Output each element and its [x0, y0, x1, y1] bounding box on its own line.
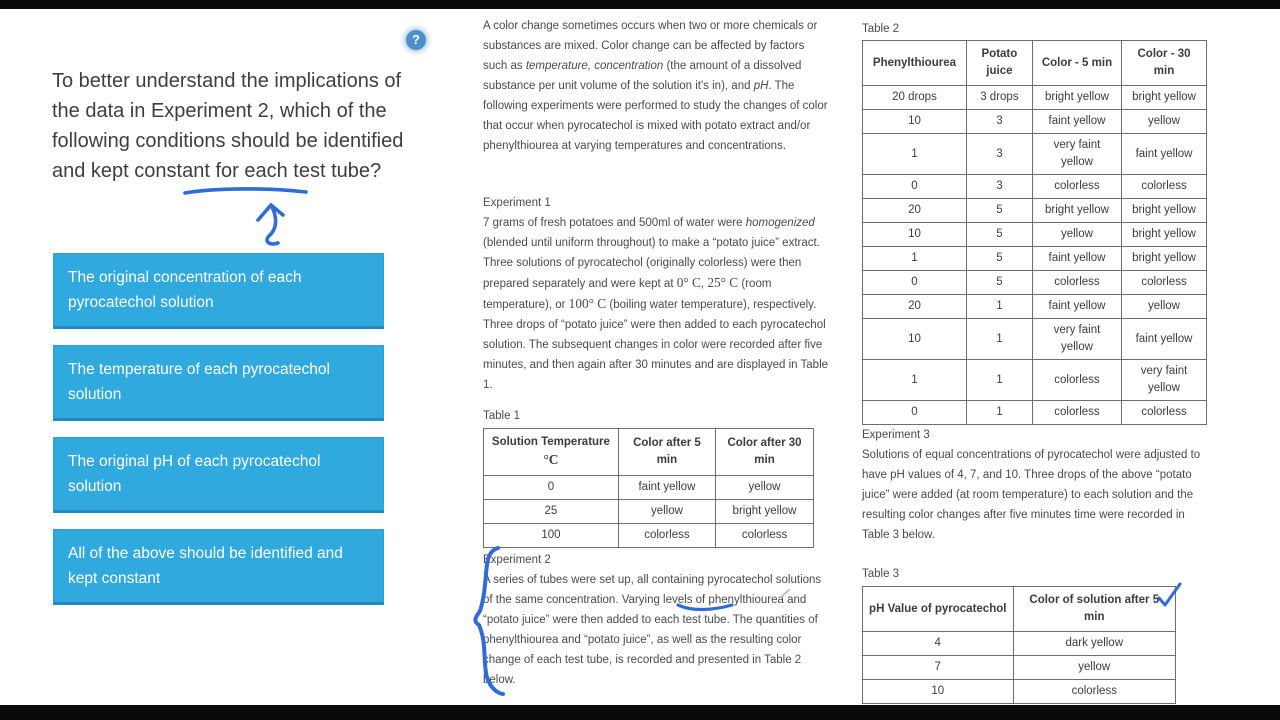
- table-row: [863, 223, 1207, 247]
- text-segment: ,: [700, 278, 708, 290]
- experiment-3-heading: Experiment 3: [862, 429, 930, 441]
- choice-original-ph[interactable]: The original pH of each pyrocatechol solution: [53, 437, 384, 513]
- table-cell: 20: [863, 199, 967, 223]
- emphasized-text: 25° C: [707, 275, 739, 290]
- table-header-cell: Color - 5 min: [1032, 41, 1121, 86]
- table-row: [863, 247, 1207, 271]
- pen-underline-kept-constant-icon: [183, 185, 309, 197]
- emphasized-text: 100° C: [568, 296, 607, 311]
- table-cell: bright yellow: [1122, 247, 1207, 271]
- table-cell: 10: [863, 223, 967, 247]
- table-cell: 100: [484, 524, 619, 548]
- table-row: [863, 295, 1207, 319]
- table-cell: faint yellow: [618, 476, 715, 500]
- table-cell: 1: [966, 319, 1032, 360]
- degrees-celsius-symbol: °C: [543, 452, 559, 467]
- pen-arrow-up-icon: [250, 198, 298, 250]
- text-segment: (boiling water temperature), respectively. Three drops of “potato juice” were then added to each pyrocatechol solution. The subsequent changes in color were recorded after five minutes, and then again after 30 minutes and are displayed in Table 1.: [483, 299, 829, 391]
- table-cell: yellow: [716, 476, 814, 500]
- table-row: [863, 271, 1207, 295]
- table-cell: 1: [863, 360, 967, 401]
- table-cell: 0: [863, 401, 967, 425]
- table-cell: 5: [966, 247, 1032, 271]
- table-cell: bright yellow: [1122, 223, 1207, 247]
- header-text: Solution Temperature: [491, 436, 610, 448]
- table-header-cell: Color of solution after 5 min: [1013, 587, 1175, 632]
- table-cell: faint yellow: [1032, 247, 1121, 271]
- table-3-label: Table 3: [862, 568, 900, 580]
- table-cell: yellow: [1032, 223, 1121, 247]
- table-header-row: [863, 587, 1176, 632]
- table-cell: 7: [863, 656, 1014, 680]
- table-row: [863, 319, 1207, 360]
- table-cell: 10: [863, 110, 967, 134]
- table-cell: 1: [863, 134, 967, 175]
- text-segment: (blended until uniform throughout) to make a “potato juice” extract. Three solutions of pyrocatechol (originally colorless) were then prepared separately and were kept at: [483, 237, 820, 290]
- emphasized-text: pH: [753, 80, 769, 92]
- table-cell: very faint yellow: [1032, 134, 1121, 175]
- help-icon[interactable]: [406, 30, 426, 50]
- table-row: [863, 656, 1176, 680]
- table-row: [863, 86, 1207, 110]
- table-row: [863, 134, 1207, 175]
- table-row: [484, 476, 814, 500]
- table-cell: colorless: [1013, 680, 1175, 704]
- table-cell: 1: [966, 360, 1032, 401]
- answer-choices: [53, 253, 384, 605]
- table-header-cell: Color after 30 min: [716, 429, 814, 476]
- table-1: [483, 428, 814, 548]
- table-row: [863, 199, 1207, 223]
- table-cell: colorless: [716, 524, 814, 548]
- table-cell: yellow: [618, 500, 715, 524]
- table-cell: 3: [966, 110, 1032, 134]
- question-mark-glyph: ?: [412, 32, 420, 47]
- table-cell: 5: [966, 199, 1032, 223]
- table-cell: faint yellow: [1032, 110, 1121, 134]
- table-cell: 10: [863, 680, 1014, 704]
- table-cell: bright yellow: [716, 500, 814, 524]
- experiment-2-heading: Experiment 2: [483, 554, 551, 566]
- question-text: To better understand the implications of the data in Experiment 2, which of the following conditions should be identified and kept constant for each test tube?: [52, 70, 404, 182]
- emphasized-text: homogenized: [745, 217, 815, 229]
- table-cell: very faint yellow: [1122, 360, 1207, 401]
- text-segment: (room temperature), or: [483, 278, 772, 311]
- emphasized-text: 0° C: [676, 275, 701, 290]
- table-row: [863, 680, 1176, 704]
- table-cell: 4: [863, 632, 1014, 656]
- table-row: [863, 110, 1207, 134]
- table-cell: bright yellow: [1032, 86, 1121, 110]
- table-cell: colorless: [1032, 271, 1121, 295]
- letterbox-top: [0, 0, 1280, 9]
- table-3: [862, 586, 1176, 704]
- table-1-label: Table 1: [483, 410, 521, 422]
- table-row: [863, 175, 1207, 199]
- experiment-1-body: [483, 213, 831, 395]
- table-header-row: [863, 41, 1207, 86]
- experiment-1-heading: Experiment 1: [483, 197, 551, 209]
- table-cell: yellow: [1013, 656, 1175, 680]
- table-cell: colorless: [1122, 401, 1207, 425]
- table-cell: faint yellow: [1122, 134, 1207, 175]
- table-cell: dark yellow: [1013, 632, 1175, 656]
- choice-original-concentration[interactable]: The original concentration of each pyrocatechol solution: [53, 253, 384, 329]
- table-header-cell: Potato juice: [966, 41, 1032, 86]
- table-cell: faint yellow: [1122, 319, 1207, 360]
- experiment-3-body: Solutions of equal concentrations of pyrocatechol were adjusted to have pH values of 4, 7, and 10. Three drops of the above “potato juice” were added (at room temperature) to each solution and the resulting color changes after five minutes time were recorded in Table 3 below.: [862, 449, 1201, 541]
- table-cell: 3: [966, 175, 1032, 199]
- table-header-cell: Phenylthiourea: [863, 41, 967, 86]
- table-header-cell: Color - 30 min: [1122, 41, 1207, 86]
- table-header-cell: [484, 429, 619, 476]
- experiment-2-body: A series of tubes were set up, all containing pyrocatechol solutions of the same concentration. Varying levels of phenylthiourea and “potato juice” were then added to each test tube. The quantities of phenylthiourea and “potato juice”, as well as the resulting color change of each test tube, is recorded and presented in Table 2 below.: [483, 574, 822, 686]
- table-cell: 10: [863, 319, 967, 360]
- table-row: [484, 500, 814, 524]
- table-cell: bright yellow: [1032, 199, 1121, 223]
- table-cell: colorless: [1032, 401, 1121, 425]
- table-cell: colorless: [1122, 175, 1207, 199]
- table-header-cell: Color after 5 min: [618, 429, 715, 476]
- table-cell: 3 drops: [966, 86, 1032, 110]
- emphasized-text: temperature, concentration: [525, 60, 664, 72]
- table-cell: 0: [863, 175, 967, 199]
- table-cell: 0: [484, 476, 619, 500]
- text-segment: (the amount of a dissolved substance per unit volume of the solution it's in), and: [483, 60, 802, 92]
- table-cell: colorless: [1032, 360, 1121, 401]
- table-cell: 25: [484, 500, 619, 524]
- table-cell: colorless: [1122, 271, 1207, 295]
- table-cell: faint yellow: [1032, 295, 1121, 319]
- table-row: [484, 524, 814, 548]
- table-row: [863, 632, 1176, 656]
- choice-temperature[interactable]: The temperature of each pyrocatechol solution: [53, 345, 384, 421]
- table-cell: yellow: [1122, 110, 1207, 134]
- table-cell: colorless: [1032, 175, 1121, 199]
- table-cell: yellow: [1122, 295, 1207, 319]
- table-cell: 5: [966, 223, 1032, 247]
- table-2-label: Table 2: [862, 23, 900, 35]
- passage-intro: [483, 16, 831, 156]
- table-row: [863, 360, 1207, 401]
- text-segment: 7 grams of fresh potatoes and 500ml of water were: [483, 217, 746, 229]
- letterbox-bottom: [0, 705, 1280, 720]
- text-segment: . The following experiments were performed to study the changes of color that occur when pyrocatechol is mixed with potato extract and/or phenylthiourea at varying temperatures and concentrations.: [483, 80, 828, 152]
- table-cell: bright yellow: [1122, 199, 1207, 223]
- table-cell: 20: [863, 295, 967, 319]
- table-cell: 3: [966, 134, 1032, 175]
- table-2: [862, 40, 1207, 425]
- table-header-row: [484, 429, 814, 476]
- table-cell: colorless: [618, 524, 715, 548]
- table-cell: bright yellow: [1122, 86, 1207, 110]
- table-header-cell: pH Value of pyrocatechol: [863, 587, 1014, 632]
- table-cell: very faint yellow: [1032, 319, 1121, 360]
- table-cell: 0: [863, 271, 967, 295]
- table-cell: 1: [966, 295, 1032, 319]
- table-row: [863, 401, 1207, 425]
- table-cell: 20 drops: [863, 86, 967, 110]
- table-cell: 1: [863, 247, 967, 271]
- table-cell: 1: [966, 401, 1032, 425]
- text-segment: A color change sometimes occurs when two or more chemicals or substances are mixed. Color change can be affected by factors such as: [483, 20, 818, 72]
- table-cell: 5: [966, 271, 1032, 295]
- choice-all-of-above[interactable]: All of the above should be identified and kept constant: [53, 529, 384, 605]
